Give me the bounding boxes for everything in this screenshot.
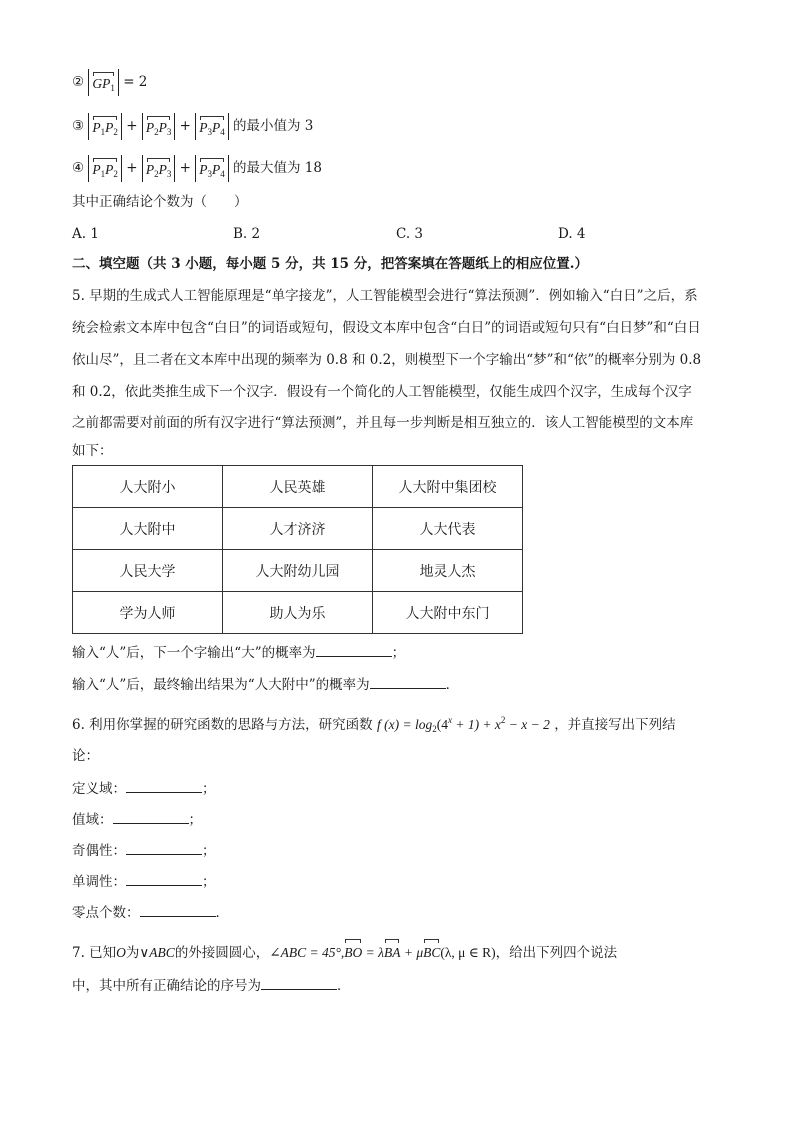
q6-parity: 奇偶性： ； xyxy=(72,840,216,861)
q6-stem-cont: 论： xyxy=(72,748,99,764)
magnitude-p1p2: $P_1P_2$ xyxy=(88,155,122,182)
answer-blank[interactable] xyxy=(370,674,446,689)
q6-stem: 6. 利用你掌握的研究函数的思路与方法，研究函数 f $(x) = \log_2(4^x + 1) + x^2 - x - 2$ ，并直接写出下列结 xyxy=(72,715,676,734)
statement-3: ③ $P_1P_2 + P_2P_3 + P_3P_4$ 的最小值为 3 xyxy=(72,113,313,140)
vector-bc: BC xyxy=(423,938,440,963)
table-cell: 人才济济 xyxy=(223,508,373,550)
vector-condition: ∠ABC = 45°,BO = λBA + μBC(λ, μ ∈ R) xyxy=(269,945,495,960)
vector-ba: BA xyxy=(384,938,401,963)
q5-ask-2: 输入“人”后，最终输出结果为“人大附中”的概率为 ． xyxy=(72,674,459,695)
q6-zeros: 零点个数： ． xyxy=(72,902,229,923)
equation-rhs: = 2 xyxy=(123,74,148,90)
answer-blank[interactable] xyxy=(126,871,202,886)
magnitude-p1p2: $P_1P_2$ xyxy=(88,113,122,140)
table-cell: 人民大学 xyxy=(73,550,223,592)
table-row xyxy=(73,592,523,634)
q5-line: 统会检索文本库中包含“白日”的词语或短句，假设文本库中包含“白日”的词语或短句只有“白日梦”和“白日 xyxy=(72,320,701,336)
option-c: C. 3 xyxy=(396,226,424,242)
statement-text: 的最小值为 3 xyxy=(233,118,314,134)
table-row xyxy=(73,550,523,592)
table-cell: 人大附中东门 xyxy=(373,592,523,634)
magnitude-p3p4: $P_3P_4$ xyxy=(195,155,229,182)
answer-blank[interactable] xyxy=(113,809,189,824)
answer-blank[interactable] xyxy=(316,642,392,657)
q5-ask-1: 输入“人”后，下一个字输出“大”的概率为 ； xyxy=(72,642,405,663)
q7-line-2: 中，其中所有正确结论的序号为 ． xyxy=(72,975,351,996)
vector-bo: BO xyxy=(344,938,362,963)
table-row xyxy=(73,508,523,550)
statement-number: ③ xyxy=(72,118,85,134)
table-cell: 人大附中 xyxy=(73,508,223,550)
q7-stem: 7. 已知O为∨ABC的外接圆圆心，∠ABC = 45°,BO = λBA + μBC(λ, μ ∈ R)，给出下列四个说法 xyxy=(72,938,617,963)
q5-line: 5. 早期的生成式人工智能原理是“单字接龙”，人工智能模型会进行“算法预测”．例如输入“白日”之后，系 xyxy=(72,288,698,304)
table-cell: 人大代表 xyxy=(373,508,523,550)
option-d: D. 4 xyxy=(558,226,586,242)
answer-blank[interactable] xyxy=(126,778,202,793)
magnitude-p3p4: $P_3P_4$ xyxy=(195,113,229,140)
option-a: A. 1 xyxy=(72,226,99,242)
table-cell: 人大附中集团校 xyxy=(373,466,523,508)
table-cell: 助人为乐 xyxy=(223,592,373,634)
question-prompt: 其中正确结论个数为（ ） xyxy=(72,194,248,210)
statement-number: ② xyxy=(72,74,85,90)
q5-line: 之前都需要对前面的所有汉字进行“算法预测”，并且每一步判断是相互独立的．该人工智能模型的文本库 xyxy=(72,415,694,431)
table-cell: 人大附小 xyxy=(73,466,223,508)
magnitude-p2p3: $P_2P_3$ xyxy=(142,155,176,182)
answer-blank[interactable] xyxy=(140,902,216,917)
q6-range: 值域： ； xyxy=(72,809,202,830)
magnitude-expression xyxy=(88,69,119,96)
table-cell: 地灵人杰 xyxy=(373,550,523,592)
statement-4: ④ $P_1P_2 + P_2P_3 + P_3P_4$ 的最大值为 18 xyxy=(72,155,322,182)
function-formula: f $(x) = \log_2(4^x + 1) + x^2 - x - 2$ xyxy=(376,715,550,734)
statement-2 xyxy=(72,69,147,96)
table-cell: 人民英雄 xyxy=(223,466,373,508)
statement-text: 的最大值为 18 xyxy=(233,160,322,176)
answer-blank[interactable] xyxy=(261,975,337,990)
vector-gp1: $GP_1$ xyxy=(92,71,115,96)
table-cell: 学为人师 xyxy=(73,592,223,634)
table-cell: 人大附幼儿园 xyxy=(223,550,373,592)
q6-monotonicity: 单调性： ； xyxy=(72,871,216,892)
text-corpus-table xyxy=(72,465,523,634)
statement-number: ④ xyxy=(72,160,85,176)
magnitude-p2p3: $P_2P_3$ xyxy=(142,113,176,140)
answer-blank[interactable] xyxy=(126,840,202,855)
section-heading: 二、填空题（共 3 小题，每小题 5 分，共 15 分，把答案填在答题纸上的相应位置.） xyxy=(72,256,588,272)
q5-line: 依山尽”，且二者在文本库中出现的频率为 0.8 和 0.2，则模型下一个字输出“梦”和“依”的概率分别为 0.8 xyxy=(72,352,702,368)
table-row xyxy=(73,466,523,508)
q5-line: 如下： xyxy=(72,443,113,459)
option-b: B. 2 xyxy=(233,226,261,242)
q6-domain: 定义域： ； xyxy=(72,778,216,799)
q5-line: 和 0.2，依此类推生成下一个汉字．假设有一个简化的人工智能模型，仅能生成四个汉字，生成每个汉字 xyxy=(72,384,692,400)
